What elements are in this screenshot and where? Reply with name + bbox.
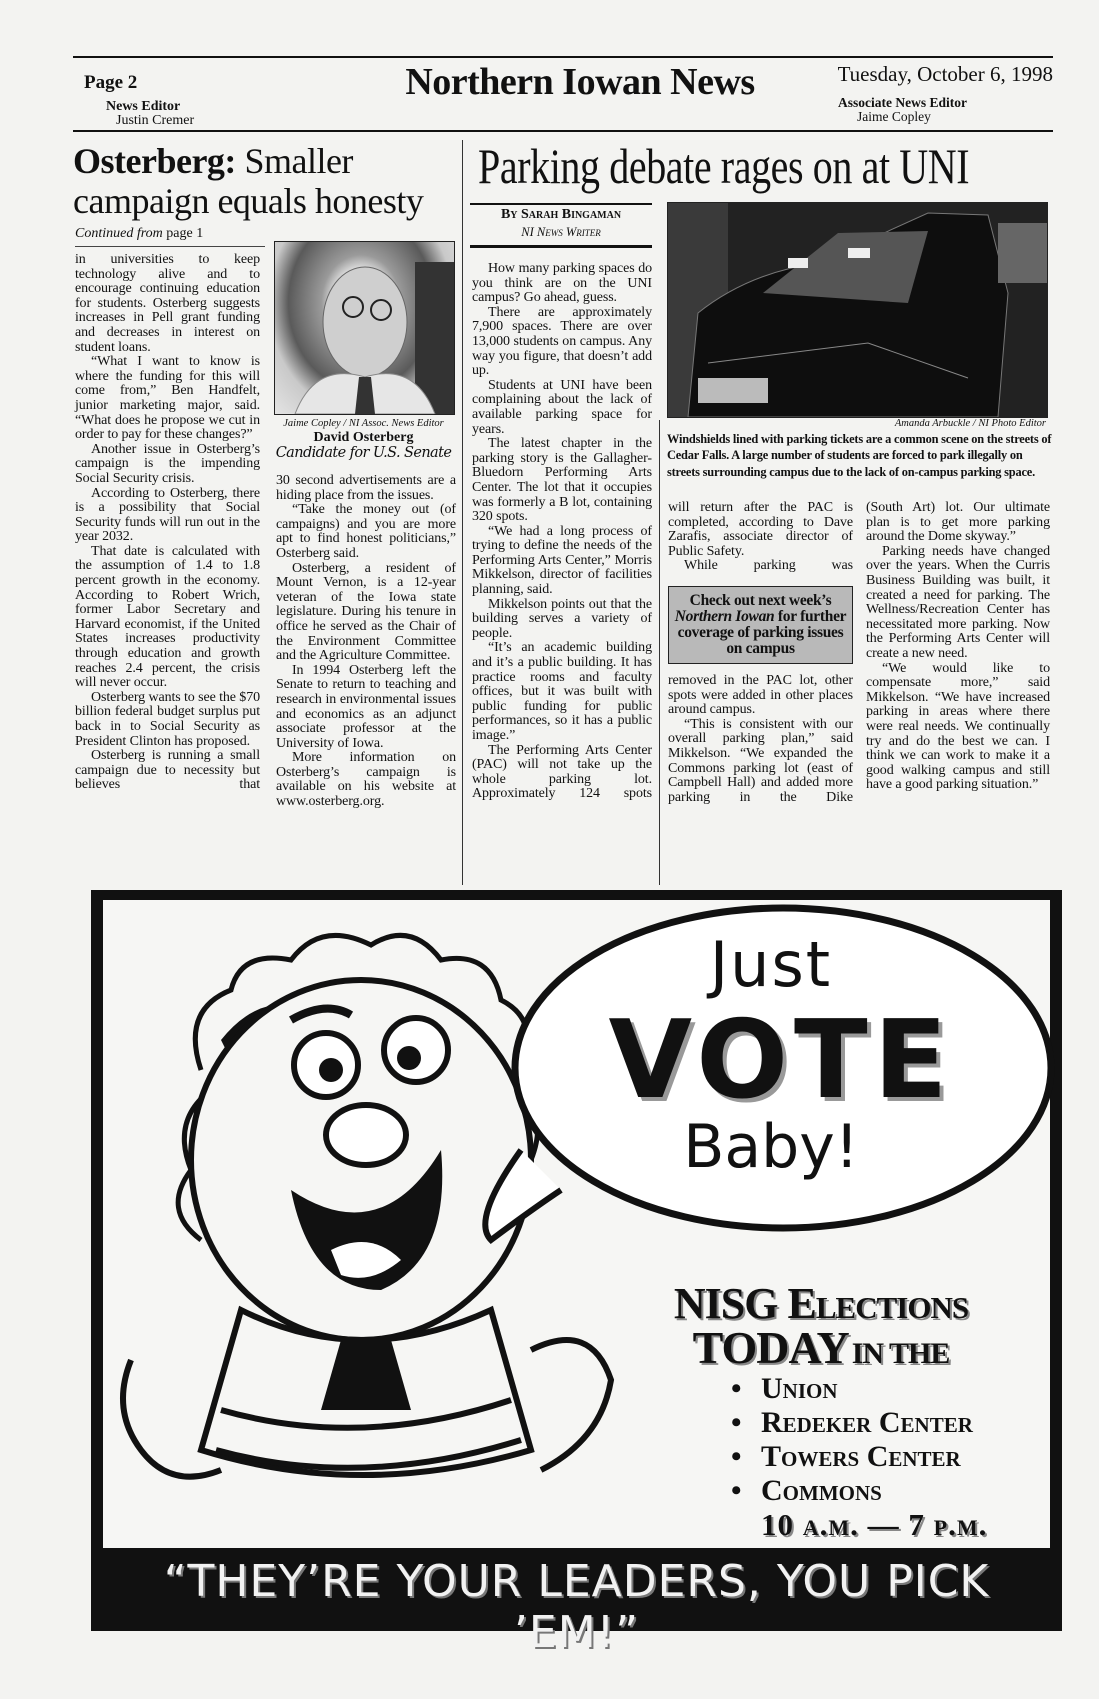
bullet-icon: • bbox=[731, 1474, 742, 1507]
paragraph: will return after the PAC is completed, according to Dave Zarafis, associate director of Public Safety. bbox=[668, 500, 853, 559]
paragraph: The Performing Arts Center (PAC) will not take up the whole parking lot. Approximately 124 spots bbox=[472, 742, 652, 802]
paragraph: (South Art) lot. Our ultimate plan is to get more parking around the Dome skyway.” bbox=[866, 500, 1050, 545]
column-divider bbox=[659, 420, 660, 885]
continued-label: Continued from bbox=[75, 226, 163, 241]
paragraph: “It’s an academic building and it’s a public building. It has practice rooms and faculty offices, but it was built with public funding for public performances, so it has a public image.” bbox=[472, 640, 652, 743]
location-union: Union bbox=[761, 1372, 838, 1405]
today-text: TODAY bbox=[692, 1322, 849, 1373]
car-illustration bbox=[668, 203, 1047, 417]
issue-date: Tuesday, October 6, 1998 bbox=[837, 62, 1053, 86]
paragraph: in universities to keep technology alive and to encourage continuing education for students. Osterberg suggests increases in Pell grant funding and decreases in interest on student loans. bbox=[75, 252, 260, 355]
paragraph: 30 second advertisements are a hiding place from the issues. bbox=[276, 473, 456, 503]
paragraph: Osterberg wants to see the $70 billion federal budget surplus put back in to Social Security as President Clinton has proposed. bbox=[75, 689, 260, 749]
paragraph: In 1994 Osterberg left the Senate to return to teaching and research in environmental issues and economics as an adjunct associate professor at the University of Iowa. bbox=[276, 662, 456, 751]
paragraph: Parking needs have changed over the years. When the Curris Business Building was built, it created a need for parking. The Wellness/Recreation Center has necessitated more parking. Now the Performing Arts Center will create a new need. bbox=[866, 543, 1050, 661]
continued-rule bbox=[75, 246, 265, 247]
paragraph: How many parking spaces do you think are on the UNI campus? Go ahead, guess. bbox=[472, 261, 652, 306]
bubble-baby: Baby! bbox=[683, 1112, 859, 1182]
osterberg-column-1 bbox=[75, 253, 260, 793]
portrait-illustration bbox=[275, 242, 454, 414]
byline-role: NI News Writer bbox=[521, 225, 601, 239]
location-redeker: Redeker Center bbox=[761, 1406, 973, 1439]
osterberg-photo-title: Candidate for U.S. Senate bbox=[275, 445, 452, 461]
in-the-text: IN THE bbox=[851, 1337, 950, 1370]
paragraph: That date is calculated with the assumption of 1.4 to 1.8 percent growth in the economy. According to Robert Wrich, former Labor Secretary and Harvard economist, if the United States increases productivity through education and growth reaches 2.4 percent, the crisis will never occur. bbox=[75, 543, 260, 691]
headline-line2: campaign equals honesty bbox=[73, 181, 424, 221]
paragraph: Students at UNI have been complaining about the lack of available parking space for years. bbox=[472, 377, 652, 437]
paragraph: There are approximately 7,900 spaces. There are over 13,000 students on campus. Any way you figure, that doesn’t add up. bbox=[472, 304, 652, 379]
paragraph: While parking was bbox=[684, 558, 853, 574]
location-item bbox=[731, 1474, 987, 1508]
bubble-vote: VOTE bbox=[608, 998, 954, 1123]
continued-page-link[interactable]: page 1 bbox=[166, 226, 204, 241]
paragraph: “This is consistent with our overall parking plan,” said Mikkelson. “We expanded the Commons parking lot (east of Campbell Hall) and added more parking in the Dike bbox=[668, 716, 853, 805]
bullet-icon: • bbox=[731, 1372, 742, 1405]
parking-column-3 bbox=[866, 501, 1050, 793]
paragraph: Osterberg is running a small campaign due to necessity but believes that bbox=[75, 748, 260, 793]
newspaper-title: Northern Iowan News bbox=[405, 61, 755, 103]
paragraph: More information on Osterberg’s campaign is available on his website at www.osterberg.org. bbox=[276, 750, 456, 810]
voting-hours: 10 a.m. — 7 p.m. bbox=[761, 1507, 988, 1542]
left-headline bbox=[73, 141, 423, 221]
parking-tickets-photo bbox=[667, 202, 1048, 418]
location-item bbox=[731, 1372, 987, 1406]
article-divider bbox=[462, 140, 463, 885]
promo-paper-name: Northern Iowan bbox=[674, 607, 775, 625]
news-editor-label: News Editor bbox=[106, 99, 181, 114]
nisg-election-ad bbox=[91, 890, 1062, 1658]
paragraph: The latest chapter in the parking story is the Gallagher-Bluedorn Performing Arts Center. The lot that it occupies was formerly a B lot, containing 320 spots. bbox=[472, 436, 652, 525]
news-editor-name: Justin Cremer bbox=[116, 113, 195, 128]
osterberg-photo-name: David Osterberg bbox=[313, 430, 414, 445]
paragraph: “What I want to know is where the funding for this will come from,” Ben Handfelt, junior marketing major, said. “What does he propose we cut in order to pay for these changes?” bbox=[75, 354, 260, 443]
assoc-editor-label: Associate News Editor bbox=[838, 95, 967, 110]
continued-from bbox=[75, 226, 203, 242]
ad-slogan: “THEY’RE YOUR LEADERS, YOU PICK ’EM!” bbox=[163, 1556, 990, 1658]
parking-photo-credit: Amanda Arbuckle / NI Photo Editor bbox=[894, 418, 1046, 429]
paragraph: Another issue in Osterberg’s campaign is the impending Social Security crisis. bbox=[75, 441, 260, 486]
headline-bold: Osterberg: bbox=[73, 141, 236, 181]
bullet-icon: • bbox=[731, 1440, 742, 1473]
location-towers: Towers Center bbox=[761, 1440, 961, 1473]
parking-column-1 bbox=[472, 262, 652, 802]
byline: By Sarah Bingaman bbox=[500, 207, 622, 222]
bubble-just: Just bbox=[709, 928, 833, 1001]
location-item bbox=[731, 1406, 987, 1440]
bullet-icon: • bbox=[731, 1406, 742, 1439]
paragraph: Mikkelson points out that the building serves a variety of people. bbox=[472, 596, 652, 641]
location-commons: Commons bbox=[761, 1474, 882, 1507]
location-item bbox=[731, 1440, 987, 1474]
promo-text: Check out next week’s bbox=[689, 591, 832, 609]
promo-text: for further coverage of parking issues on campus bbox=[677, 607, 847, 657]
parking-photo-caption: Windshields lined with parking tickets are a common scene on the streets of Cedar Falls. A large number of students are forced to park illegally on streets surrounding campus due to the lack of on-campus parking space. bbox=[667, 432, 1052, 479]
paragraph: Osterberg, a resident of Mount Vernon, is a 12-year veteran of the Iowa state legislature. During his tenure in office he served as the Chair of the Environment Committee and the Agriculture Committee. bbox=[276, 560, 456, 664]
osterberg-photo-credit: Jaime Copley / NI Assoc. News Editor bbox=[283, 418, 444, 429]
headline-rest: Smaller bbox=[244, 141, 353, 181]
top-rule bbox=[73, 56, 1053, 58]
paragraph: “We had a long process of trying to define the needs of the Performing Arts Center,” Morris Mikkelson, director of facilities planning, said. bbox=[472, 523, 652, 598]
ad-locations-list bbox=[731, 1372, 987, 1542]
ad-headline-elections: NISG Elections bbox=[673, 1279, 969, 1328]
paragraph: removed in the PAC lot, other spots were added in other places around campus. bbox=[668, 672, 853, 718]
assoc-editor-name: Jaime Copley bbox=[857, 109, 931, 124]
paragraph: “We would like to compensate more,” said Mikkelson. “We have increased parking in areas where there were real needs. We continually try and do the best we can. I think we can work to make it a good walking campus and still have a good parking situation.” bbox=[866, 660, 1050, 793]
osterberg-column-2 bbox=[276, 474, 456, 810]
paragraph: According to Osterberg, there is a possibility that Social Security funds will run out in the year 2032. bbox=[75, 485, 260, 545]
coverage-promo-box bbox=[668, 586, 853, 664]
masthead-bottom-rule bbox=[73, 130, 1053, 132]
byline-rule-bottom bbox=[470, 245, 652, 248]
parking-column-2 bbox=[668, 501, 853, 805]
osterberg-photo bbox=[274, 241, 455, 415]
page-number: Page 2 bbox=[84, 72, 138, 93]
parking-headline: Parking debate rages on at UNI bbox=[478, 138, 970, 194]
paragraph: “Take the money out (of campaigns) and you are more apt to find honest politicians,” Osterberg said. bbox=[276, 502, 456, 561]
byline-rule-top bbox=[470, 203, 652, 205]
